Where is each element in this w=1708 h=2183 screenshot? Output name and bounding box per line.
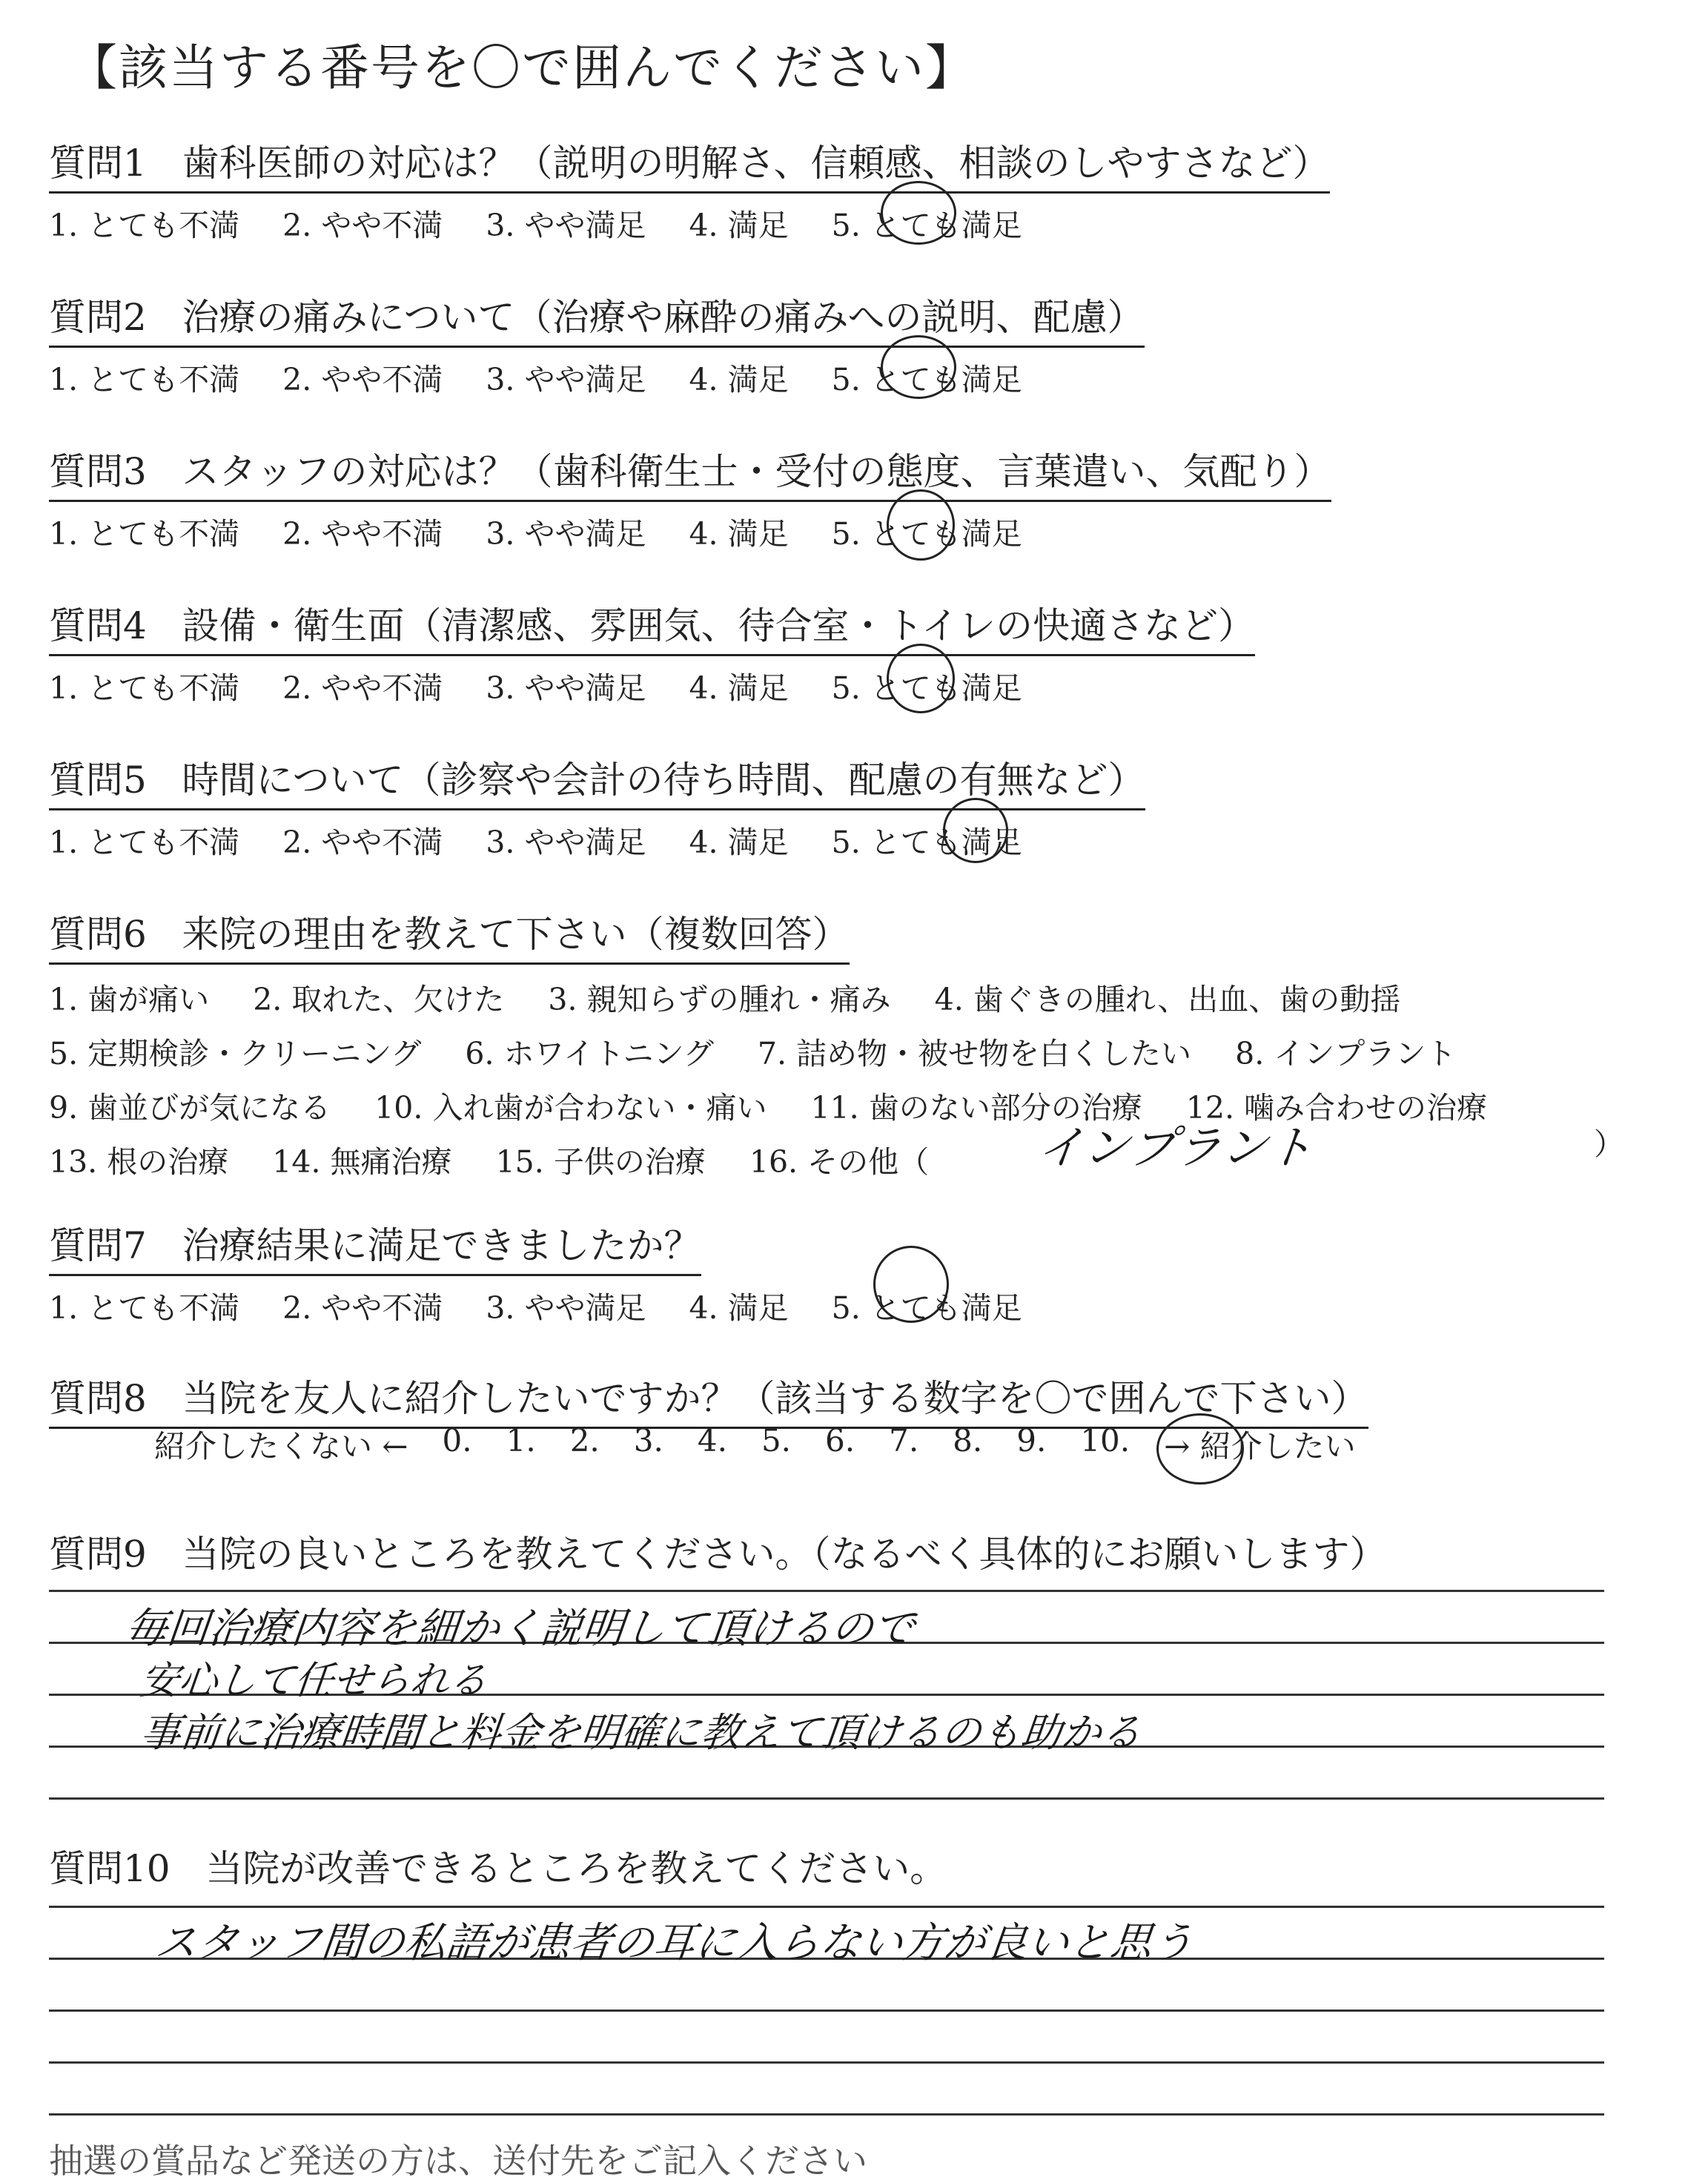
scale-value[interactable]: 5.: [761, 1422, 792, 1459]
question-label: 質問1: [49, 142, 147, 185]
option-1[interactable]: 1. とても不満: [49, 825, 240, 860]
other-close-paren: ）: [1594, 1126, 1624, 1162]
question-text: 当院を友人に紹介したいですか？（該当する数字を〇で囲んで下さい）: [182, 1377, 1368, 1420]
reason-option[interactable]: 9. 歯並びが気になる: [49, 1090, 331, 1126]
selection-circle-q8: [1156, 1413, 1244, 1484]
reason-option[interactable]: 5. 定期検診・クリーニング: [49, 1036, 422, 1071]
option-3[interactable]: 3. やや満足: [486, 670, 646, 706]
question-text: スタッフの対応は？（歯科衛生士・受付の態度、言葉遣い、気配り）: [182, 450, 1331, 493]
question-text: 当院の良いところを教えてください。（なるべく具体的にお願いします）: [182, 1533, 1387, 1576]
scale-value[interactable]: 8.: [953, 1422, 983, 1459]
rating-options: [49, 355, 1145, 399]
question-10-heading: [49, 1839, 947, 1897]
question-label: 質問3: [49, 450, 147, 493]
question-label: 質問7: [49, 1224, 147, 1267]
selection-circle-q7: [873, 1246, 949, 1323]
question-2: [49, 288, 1145, 399]
answer-rule: [49, 2061, 1604, 2064]
scale-value[interactable]: 7.: [889, 1422, 919, 1459]
question-9: [49, 1525, 1387, 1582]
question-label: 質問8: [49, 1377, 147, 1420]
question-4: [49, 596, 1255, 707]
reason-line-1: [49, 975, 1521, 1019]
answer-rule: [49, 1906, 1604, 1908]
selection-circle-q2: [881, 335, 956, 399]
question-4-heading: [49, 596, 1255, 656]
question-2-heading: [49, 288, 1145, 348]
option-4[interactable]: 4. 満足: [689, 670, 789, 706]
question-1-heading: [49, 133, 1330, 194]
question-label: 質問5: [49, 759, 147, 802]
question-3-heading: [49, 442, 1331, 502]
option-2[interactable]: 2. やや不満: [282, 1290, 443, 1326]
reason-option[interactable]: 15. 子供の治療: [495, 1144, 706, 1180]
rating-options: [49, 664, 1255, 707]
reason-line-2: [49, 1029, 1521, 1073]
scale-value[interactable]: 3.: [633, 1422, 663, 1459]
other-answer-handwriting: インプラント: [1034, 1120, 1317, 1175]
reason-option-other[interactable]: 16. その他（: [749, 1144, 930, 1180]
scale-value[interactable]: 9.: [1016, 1422, 1047, 1459]
option-5[interactable]: 5. とても満足: [831, 516, 1022, 552]
question-label: 質問4: [49, 604, 147, 647]
question-10: [49, 1839, 947, 1897]
question-text: 時間について（診察や会計の待ち時間、配慮の有無など）: [182, 759, 1145, 802]
answer-rule: [49, 2009, 1604, 2012]
reason-option[interactable]: 8. インプラント: [1235, 1036, 1457, 1071]
option-1[interactable]: 1. とても不満: [49, 362, 240, 397]
selection-circle-q4: [887, 644, 955, 713]
reason-option[interactable]: 3. 親知らずの腫れ・痛み: [548, 982, 891, 1017]
option-3[interactable]: 3. やや満足: [486, 208, 646, 243]
question-6-heading: [49, 905, 850, 965]
option-5[interactable]: 5. とても満足: [831, 208, 1022, 243]
scale-value[interactable]: 0.: [442, 1422, 472, 1459]
reason-option[interactable]: 1. 歯が痛い: [49, 982, 210, 1017]
option-2[interactable]: 2. やや不満: [282, 670, 443, 706]
option-4[interactable]: 4. 満足: [689, 362, 789, 397]
option-3[interactable]: 3. やや満足: [486, 1290, 646, 1326]
q9-answer-line-2[interactable]: 安心して任せられる: [138, 1659, 490, 1703]
option-4[interactable]: 4. 満足: [689, 208, 789, 243]
answer-rule: [49, 1797, 1604, 1800]
reason-option[interactable]: 6. ホワイトニング: [465, 1036, 714, 1071]
reason-option[interactable]: 2. 取れた、欠けた: [253, 982, 505, 1017]
option-2[interactable]: 2. やや不満: [282, 362, 443, 397]
reason-option[interactable]: 14. 無痛治療: [272, 1144, 452, 1180]
option-4[interactable]: 4. 満足: [689, 825, 789, 860]
question-label: 質問2: [49, 296, 147, 339]
option-5[interactable]: 5. とても満足: [831, 670, 1022, 706]
q10-answer-line-1[interactable]: スタッフ間の私語が患者の耳に入らない方が良いと思う: [153, 1919, 1196, 1967]
option-5[interactable]: 5. とても満足: [831, 1290, 1022, 1326]
reason-option[interactable]: 11. 歯のない部分の治療: [810, 1090, 1142, 1126]
question-label: 質問10: [49, 1847, 171, 1890]
reason-option[interactable]: 7. 詰め物・被せ物を白くしたい: [757, 1036, 1192, 1071]
scale-right-label: → 紹介したい: [1164, 1428, 1356, 1464]
option-4[interactable]: 4. 満足: [689, 516, 789, 552]
option-3[interactable]: 3. やや満足: [486, 825, 646, 860]
question-label: 質問6: [49, 913, 147, 956]
scale-value[interactable]: 6.: [825, 1422, 855, 1459]
question-1: [49, 133, 1330, 245]
option-2[interactable]: 2. やや不満: [282, 208, 443, 243]
scale-value[interactable]: 4.: [697, 1422, 727, 1459]
question-text: 設備・衛生面（清潔感、雰囲気、待合室・トイレの快適さなど）: [182, 604, 1255, 647]
question-8-heading: [49, 1369, 1368, 1429]
option-1[interactable]: 1. とても不満: [49, 670, 240, 706]
question-8: [49, 1369, 1368, 1429]
option-5[interactable]: 5. とても満足: [831, 362, 1022, 397]
option-5[interactable]: 5. とても満足: [831, 825, 1022, 860]
question-3: [49, 442, 1331, 553]
question-text: 治療の痛みについて（治療や麻酔の痛みへの説明、配慮）: [182, 296, 1145, 339]
rating-options: [49, 201, 1330, 245]
scale-value[interactable]: 2.: [569, 1422, 600, 1459]
question-text: 来院の理由を教えて下さい（複数回答）: [182, 913, 850, 956]
option-1[interactable]: 1. とても不満: [49, 1290, 240, 1326]
scale-value[interactable]: 1.: [506, 1422, 536, 1459]
q9-answer-line-3[interactable]: 事前に治療時間と料金を明確に教えて頂けるのも助かる: [138, 1709, 1144, 1756]
reason-option[interactable]: 12. 噛み合わせの治療: [1185, 1090, 1488, 1126]
scale-value[interactable]: 10.: [1080, 1422, 1131, 1459]
selection-circle-q3: [887, 489, 955, 561]
reason-option[interactable]: 13. 根の治療: [49, 1144, 229, 1180]
q9-answer-line-1[interactable]: 毎回治療内容を細かく説明して頂けるので: [123, 1605, 917, 1653]
option-4[interactable]: 4. 満足: [689, 1290, 789, 1326]
question-text: 当院が改善できるところを教えてください。: [205, 1847, 947, 1890]
reason-option[interactable]: 10. 入れ歯が合わない・痛い: [374, 1090, 767, 1126]
answer-rule: [49, 1590, 1604, 1592]
question-9-heading: [49, 1525, 1387, 1582]
option-2[interactable]: 2. やや不満: [282, 825, 443, 860]
rating-options: [49, 509, 1331, 553]
reason-option[interactable]: 4. 歯ぐきの腫れ、出血、歯の動揺: [934, 982, 1401, 1017]
question-label: 質問9: [49, 1533, 147, 1576]
page-title: 【該当する番号を〇で囲んでください】: [68, 39, 976, 96]
question-text: 歯科医師の対応は？（説明の明解さ、信頼感、相談のしやすさなど）: [182, 142, 1330, 185]
option-3[interactable]: 3. やや満足: [486, 516, 646, 552]
question-text: 治療結果に満足できましたか？: [182, 1224, 701, 1267]
option-1[interactable]: 1. とても不満: [49, 516, 240, 552]
option-1[interactable]: 1. とても不満: [49, 208, 240, 243]
scale-left-label: 紹介したくない ←: [154, 1428, 408, 1464]
option-2[interactable]: 2. やや不満: [282, 516, 443, 552]
selection-circle-q1: [881, 181, 956, 245]
option-3[interactable]: 3. やや満足: [486, 362, 646, 397]
answer-rule: [49, 2113, 1604, 2116]
selection-circle-q5: [943, 798, 1008, 863]
footer-note: 抽選の賞品など発送の方は、送付先をご記入ください: [49, 2141, 867, 2181]
question-7-heading: [49, 1216, 701, 1276]
